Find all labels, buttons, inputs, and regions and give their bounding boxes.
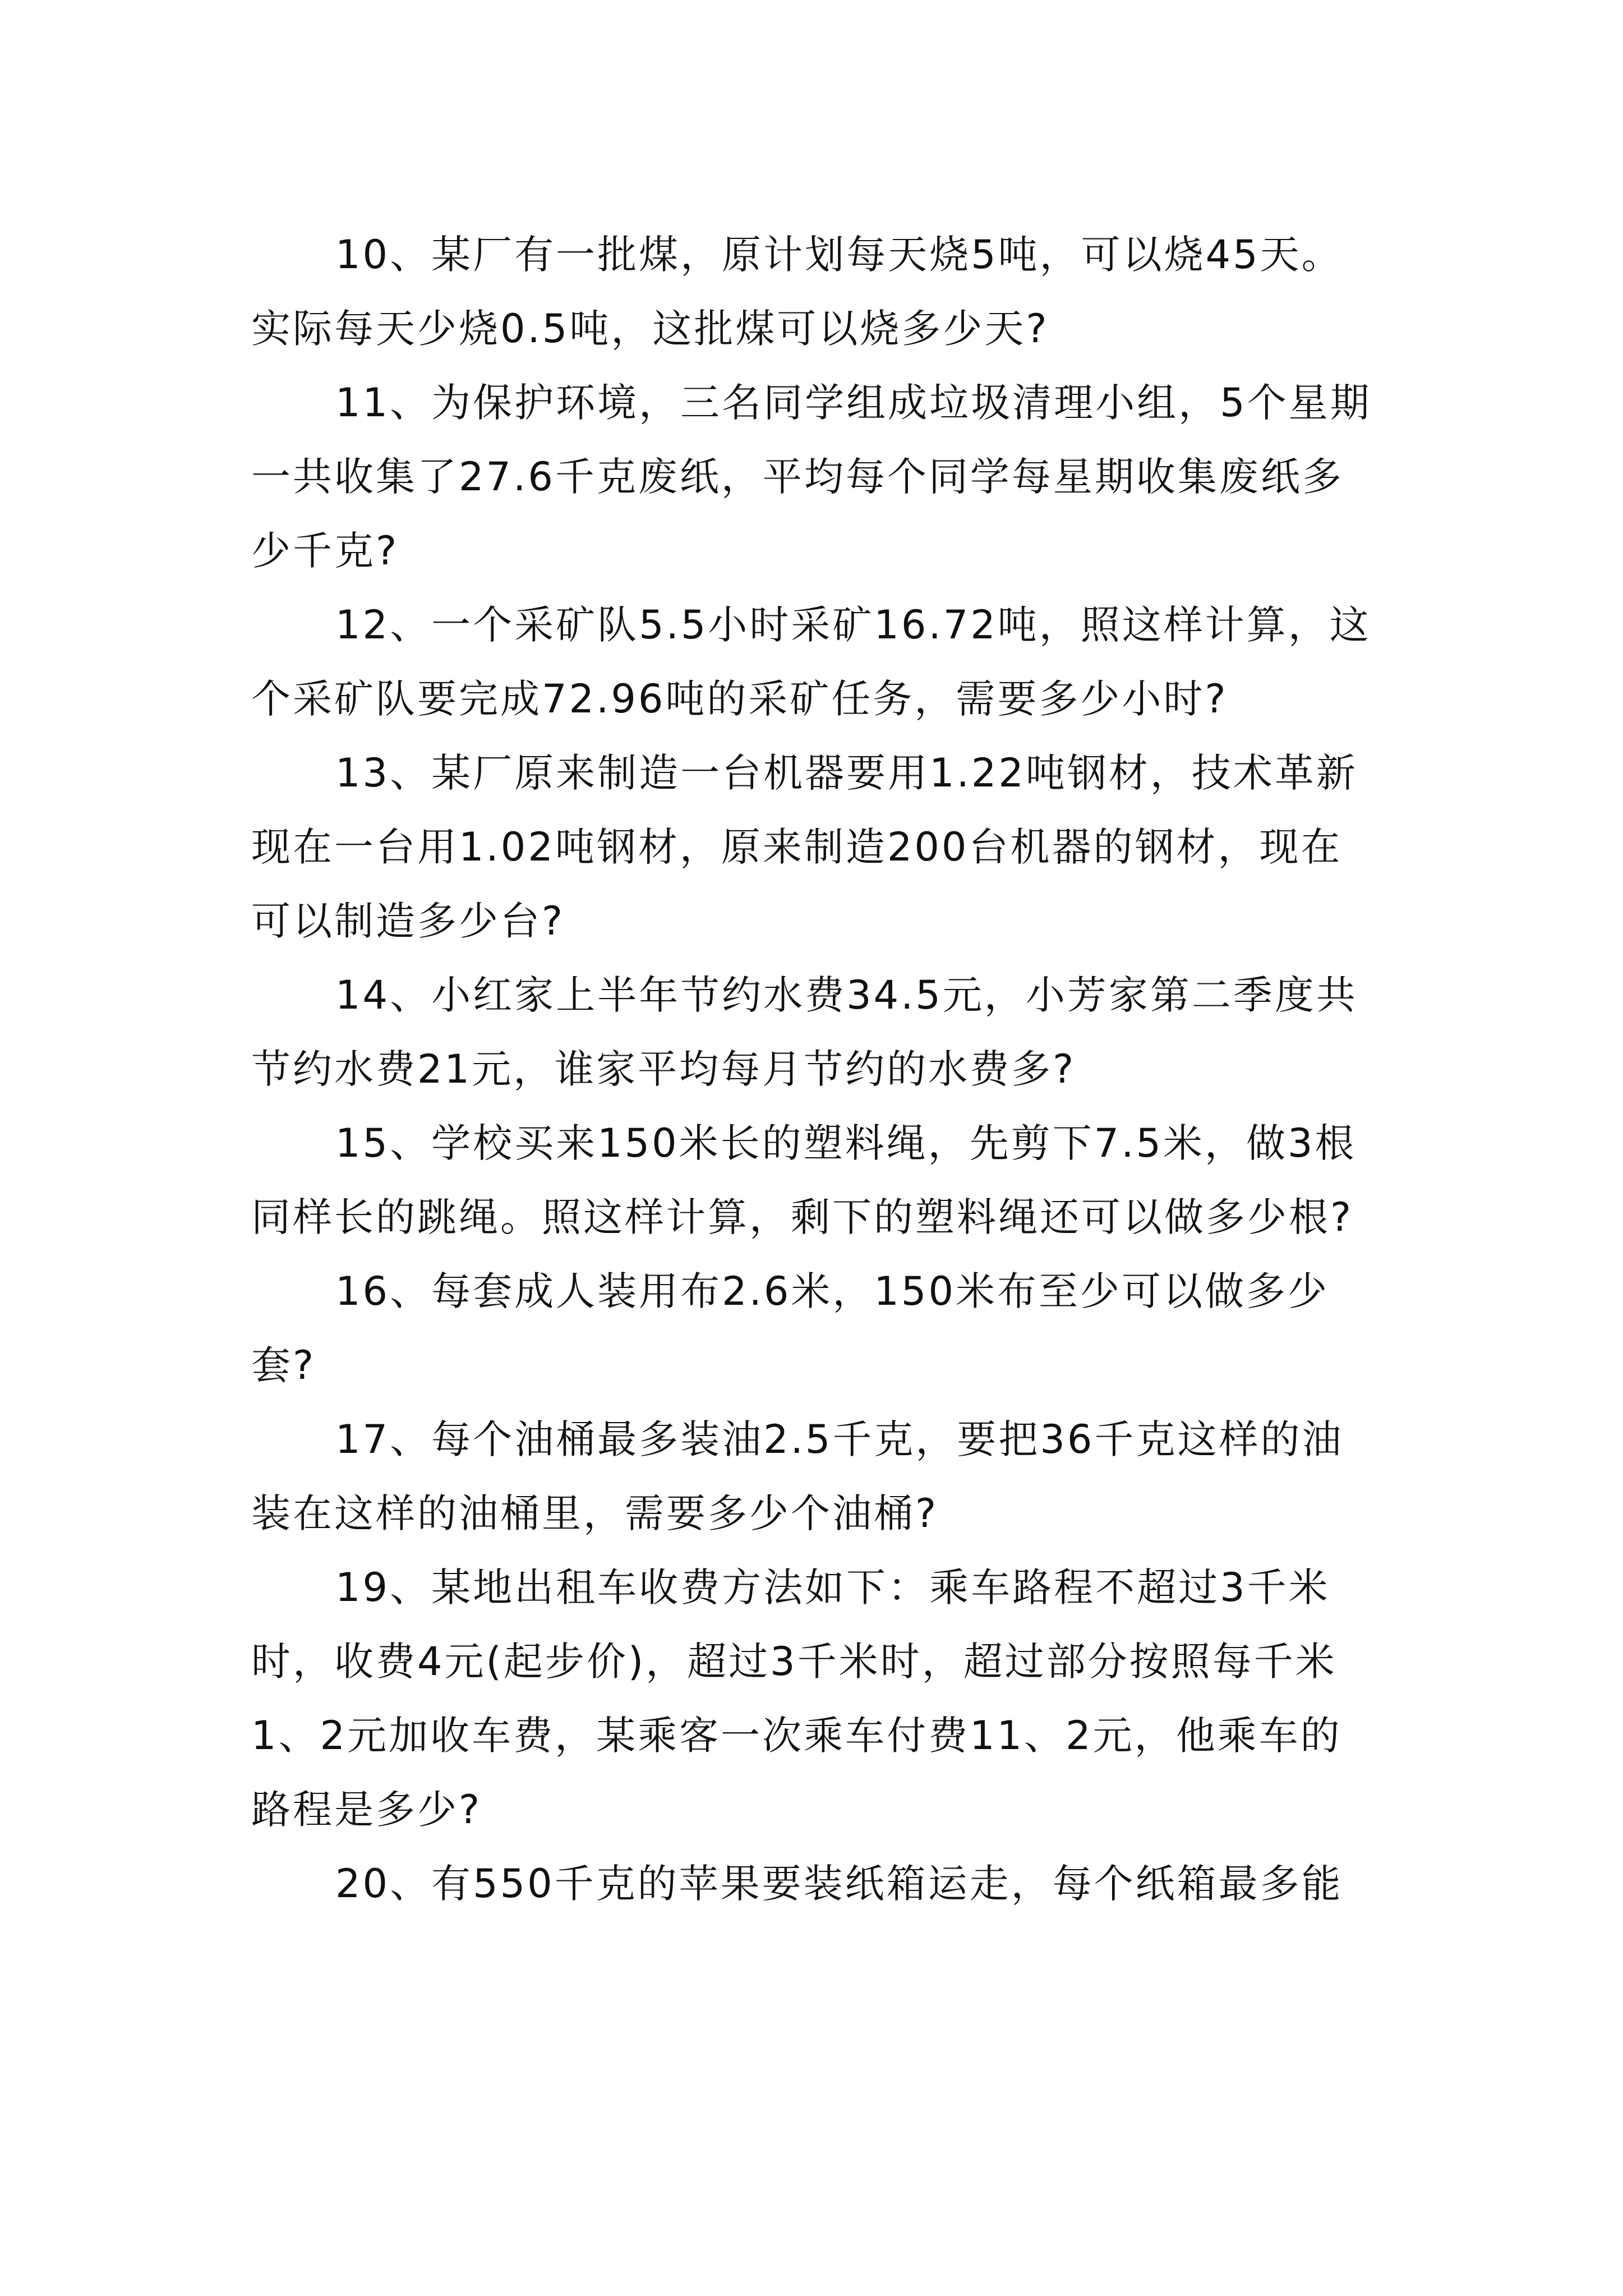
- problem-20: 20、有550千克的苹果要装纸箱运走，每个纸箱最多能: [335, 1861, 1343, 1907]
- problem-12: 12、一个采矿队5.5小时采矿16.72吨，照这样计算，这个采矿队要完成72.96吨的采矿任务，需要多少小时?: [251, 602, 1371, 722]
- problem-10: 10、某厂有一批煤，原计划每天烧5吨，可以烧45天。实际每天少烧0.5吨，这批煤可以烧多少天?: [251, 232, 1343, 352]
- problem-15: 15、学校买来150米长的塑料绳，先剪下7.5米，做3根同样长的跳绳。照这样计算，剩下的塑料绳还可以做多少根?: [251, 1120, 1357, 1240]
- problem-19: 19、某地出租车收费方法如下：乘车路程不超过3千米时，收费4元(起步价)，超过3千米时，超过部分按照每千米1、2元加收车费，某乘客一次乘车付费11、2元，他乘车的路程是多少?: [251, 1565, 1342, 1833]
- problem-17: 17、每个油桶最多装油2.5千克，要把36千克这样的油装在这样的油桶里，需要多少个油桶?: [251, 1416, 1344, 1536]
- document-body: [251, 218, 1378, 1921]
- problem-14: 14、小红家上半年节约水费34.5元，小芳家第二季度共节约水费21元，谁家平均每月节约的水费多?: [251, 972, 1358, 1092]
- problem-13: 13、某厂原来制造一台机器要用1.22吨钢材，技术革新现在一台用1.02吨钢材，原来制造200台机器的钢材，现在可以制造多少台?: [251, 750, 1358, 944]
- problem-11: 11、为保护环境，三名同学组成垃圾清理小组，5个星期一共收集了27.6千克废纸，平均每个同学每星期收集废纸多少千克?: [251, 380, 1372, 574]
- problem-16: 16、每套成人装用布2.6米，150米布至少可以做多少套?: [251, 1268, 1330, 1388]
